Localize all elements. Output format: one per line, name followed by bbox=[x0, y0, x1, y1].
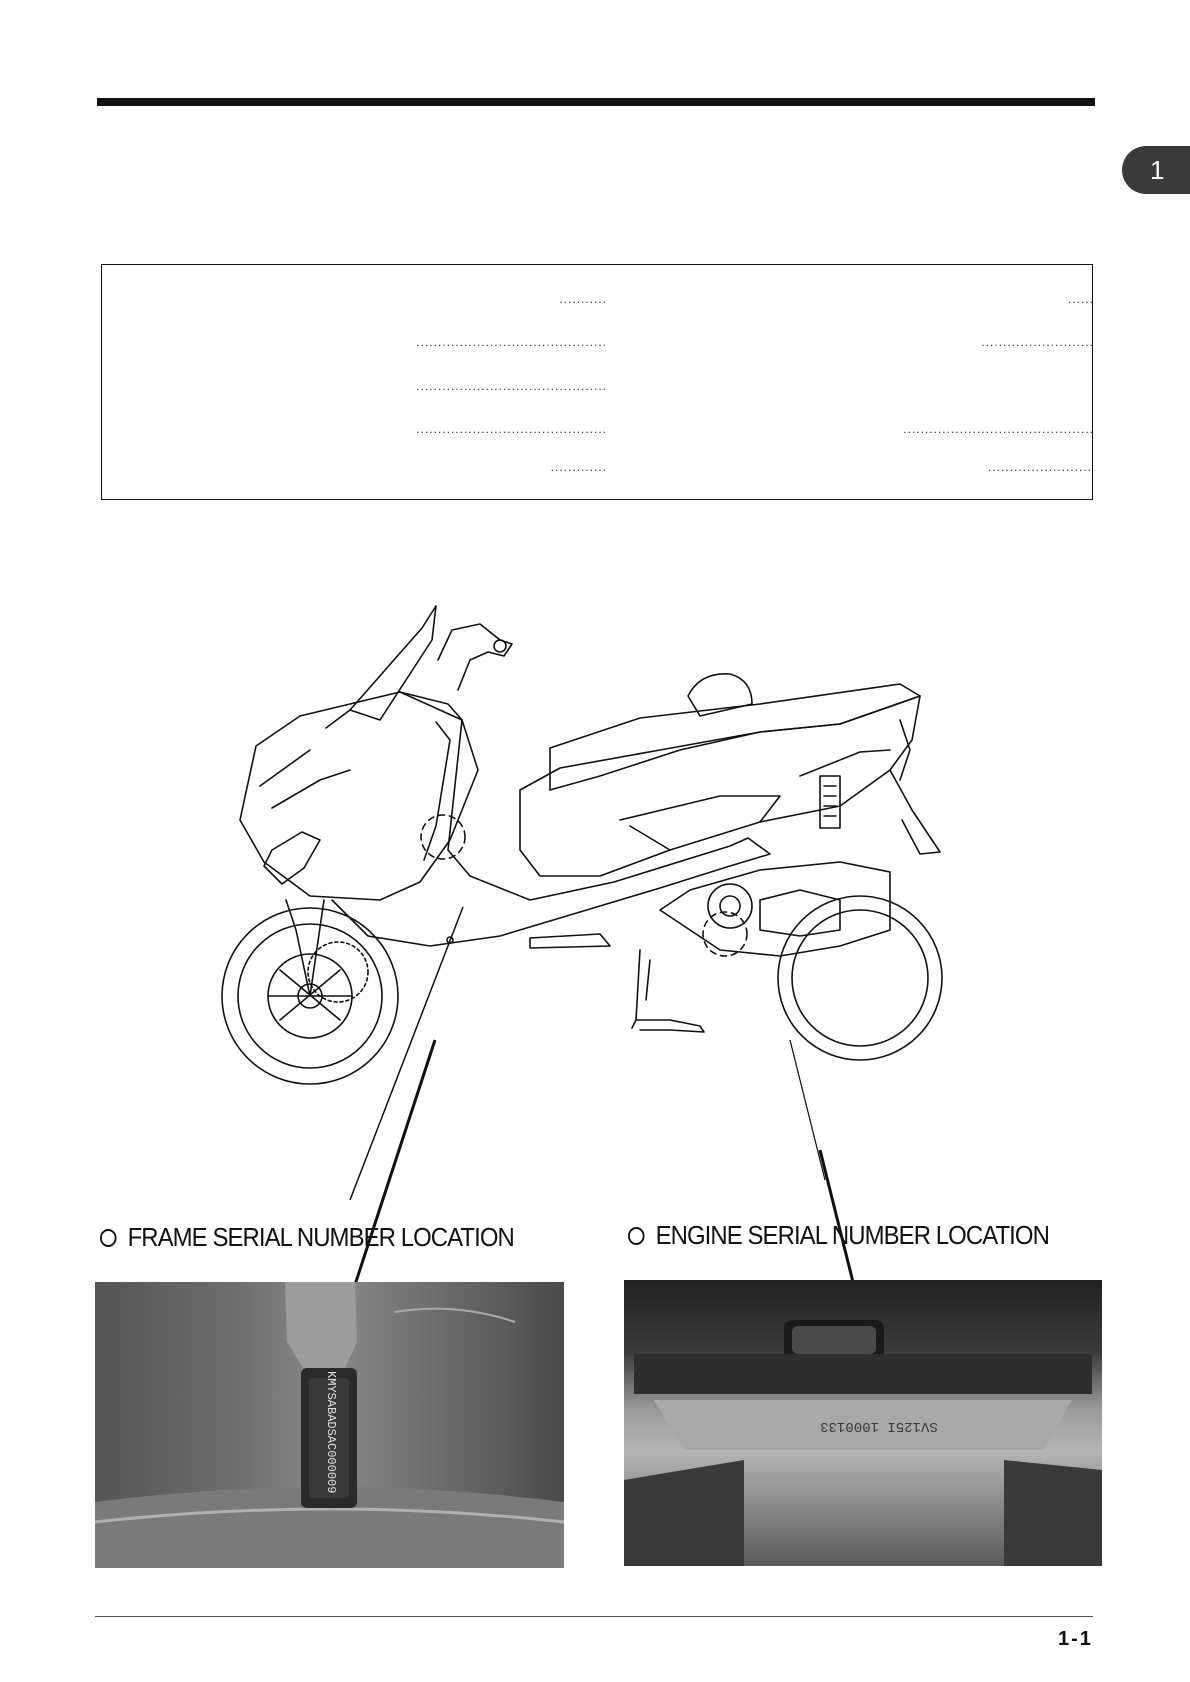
toc-left-leader-4: ............................................ bbox=[416, 422, 607, 436]
table-of-contents bbox=[101, 264, 1093, 500]
bullet-icon bbox=[628, 1227, 645, 1245]
engine-serial-caption-text: ENGINE SERIAL NUMBER LOCATION bbox=[655, 1220, 1049, 1250]
frame-serial-photo bbox=[95, 1282, 564, 1568]
handlebar bbox=[438, 624, 512, 690]
windshield bbox=[326, 606, 436, 728]
footer-rule bbox=[95, 1616, 1093, 1617]
toc-right-leader-2: .......................... bbox=[981, 335, 1094, 349]
toc-left-leader-1: ........... bbox=[559, 292, 607, 306]
header-rule bbox=[97, 98, 1095, 106]
frame-serial-caption bbox=[100, 1222, 514, 1253]
center-stand bbox=[632, 950, 704, 1032]
bullet-icon bbox=[100, 1229, 117, 1247]
engine-serial-callout bbox=[703, 912, 747, 956]
chapter-tab-label: 1 bbox=[1150, 154, 1165, 185]
front-fairing bbox=[240, 692, 478, 900]
toc-right-leader-1: ...... bbox=[1067, 292, 1094, 306]
scooter-diagram bbox=[200, 600, 1040, 1120]
engine-serial-caption bbox=[628, 1220, 1049, 1251]
toc-left-leader-5: ............. bbox=[550, 460, 607, 474]
engine bbox=[660, 862, 890, 956]
chapter-tab bbox=[1122, 146, 1190, 194]
frame-serial-callout bbox=[421, 815, 465, 859]
toc-left-leader-3: ............................................ bbox=[416, 379, 607, 393]
toc-right-leader-4: ............................................ bbox=[903, 422, 1094, 436]
page-number: 1-1 bbox=[1058, 1628, 1093, 1650]
toc-left-leader-2: ............................................ bbox=[416, 335, 607, 349]
toc-right-leader-5: ........................ bbox=[987, 460, 1092, 474]
rear-wheel bbox=[778, 896, 942, 1060]
leg-shield bbox=[332, 692, 770, 946]
frame-serial-stamp: KMYSABADSAC000009 bbox=[324, 1371, 338, 1494]
frame-serial-caption-text: FRAME SERIAL NUMBER LOCATION bbox=[127, 1222, 514, 1252]
engine-serial-photo bbox=[624, 1280, 1102, 1566]
engine-serial-stamp: SV125I 1000133 bbox=[820, 1418, 938, 1434]
